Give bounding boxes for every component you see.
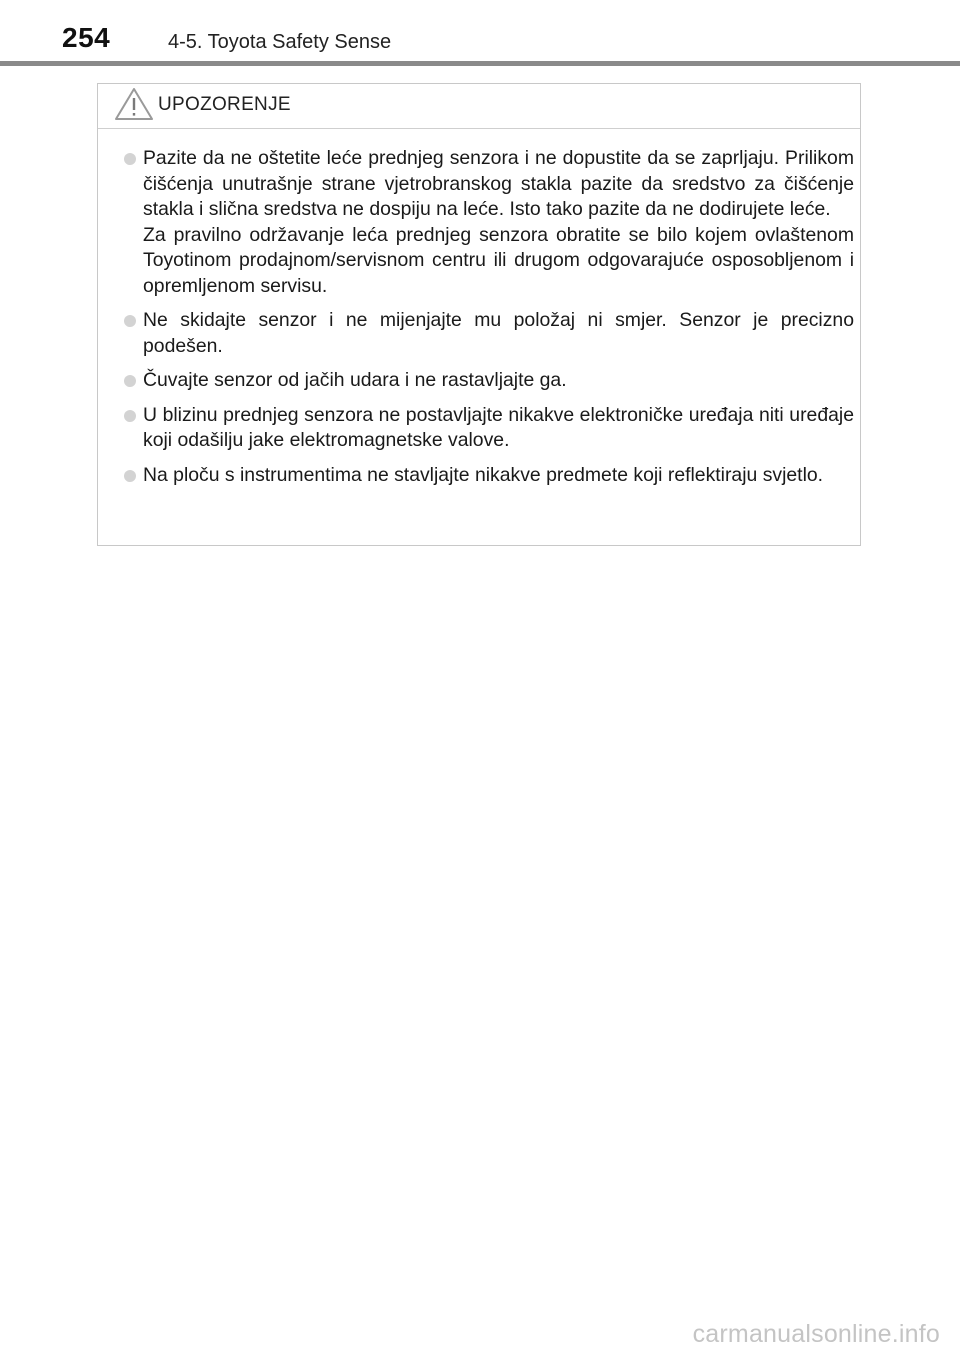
warning-header [98, 84, 860, 128]
warning-label: UPOZORENJE [158, 94, 291, 115]
bullet-icon [124, 410, 136, 422]
bullet-icon [124, 470, 136, 482]
header-rule [0, 61, 960, 66]
page-header [0, 0, 960, 70]
warning-item [124, 463, 854, 489]
warning-triangle-icon [114, 87, 154, 121]
warning-paragraph: Za pravilno održavanje leća prednjeg senzora obratite se bilo kojem ovlaštenom Toyotinom prodajnom/servisnom centru ili drugom odgovarajuće osposobljenom i opremljenom servisu. [143, 223, 854, 297]
bullet-icon [124, 153, 136, 165]
warning-paragraph: U blizinu prednjeg senzora ne postavljajte nikakve elektroničke uređaja niti uređaje koji odašilju jake elektromagnetske valove. [143, 403, 854, 451]
warning-item [124, 146, 854, 299]
warning-item [124, 368, 854, 394]
bullet-icon [124, 315, 136, 327]
warning-list [124, 146, 854, 497]
warning-box [97, 83, 861, 546]
warning-item [124, 308, 854, 359]
watermark: carmanualsonline.info [692, 1320, 940, 1348]
warning-paragraph: Ne skidajte senzor i ne mijenjajte mu položaj ni smjer. Senzor je precizno podešen. [143, 309, 854, 357]
warning-paragraph: Na ploču s instrumentima ne stavljajte nikakve predmete koji reflektiraju svjetlo. [143, 463, 824, 486]
warning-paragraph: Čuvajte senzor od jačih udara i ne rastavljajte ga. [143, 369, 567, 391]
section-title: 4-5. Toyota Safety Sense [168, 31, 392, 53]
page-number: 254 [62, 22, 111, 53]
warning-item [124, 403, 854, 454]
warning-paragraph: Pazite da ne oštetite leće prednjeg senzora i ne dopustite da se zaprljaju. Prilikom čišćenja unutrašnje strane vjetrobranskog stakla pazite da sredstvo za čišćenje stakla i slična sredstva ne dospiju na leće. Isto tako pazite da ne dodirujete leće. [143, 147, 854, 220]
bullet-icon [124, 375, 136, 387]
warning-divider [98, 128, 860, 129]
